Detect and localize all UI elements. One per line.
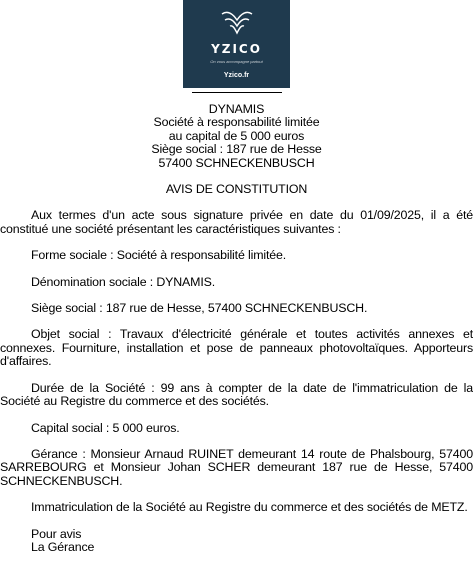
company-header: [0, 103, 473, 170]
logo-brand: YZICO: [211, 42, 262, 56]
legal-form: Société à responsabilité limitée: [153, 115, 320, 130]
objet-paragraph: Objet social : Travaux d'électricité générale et toutes activités annexes et connexes. Fourniture, installation et pose de panneaux photovoltaïques. Apporteurs d'affaires.: [0, 327, 473, 369]
city-line: 57400 SCHNECKENBUSCH: [158, 155, 315, 170]
duree-paragraph: Durée de la Société : 99 ans à compter de la date de l'immatriculation de la Société au Registre du commerce et des sociétés.: [0, 380, 473, 409]
logo-tagline: On vous accompagne partout: [210, 59, 263, 64]
logo-website: Yzico.fr: [223, 72, 250, 79]
pour-avis: Pour avis: [31, 526, 82, 541]
divider: [192, 92, 282, 93]
capital-paragraph: Capital social : 5 000 euros.: [31, 420, 180, 435]
intro-paragraph: Aux termes d'un acte sous signature privée en date du 01/09/2025, il a été constitué une société présentant les caractéristiques suivantes :: [0, 208, 473, 236]
denomination-paragraph: Dénomination sociale : DYNAMIS.: [31, 274, 216, 289]
capital-line: au capital de 5 000 euros: [168, 128, 305, 143]
notice-title: AVIS DE CONSTITUTION: [165, 182, 308, 197]
forme-paragraph: Forme sociale : Société à responsabilité limitée.: [31, 248, 287, 263]
yzico-logo: [183, 0, 290, 88]
siege-paragraph: Siège social : 187 rue de Hesse, 57400 SCHNECKENBUSCH.: [31, 301, 368, 316]
gerance-paragraph: Gérance : Monsieur Arnaud RUINET demeurant 14 route de Phalsbourg, 57400 SARREBOURG et Monsieur Johan SCHER demeurant 187 rue de Hesse, 57400 SCHNECKENBUSCH.: [0, 446, 473, 488]
signature: La Gérance: [31, 539, 95, 554]
notice-body: [0, 103, 473, 554]
company-name: DYNAMIS: [208, 102, 265, 116]
yzico-emblem-icon: [218, 8, 256, 38]
head-office-line: Siège social : 187 rue de Hesse: [151, 142, 322, 157]
immatriculation-paragraph: Immatriculation de la Société au Registre du commerce et des sociétés de METZ.: [31, 500, 468, 515]
closing: [0, 528, 473, 555]
